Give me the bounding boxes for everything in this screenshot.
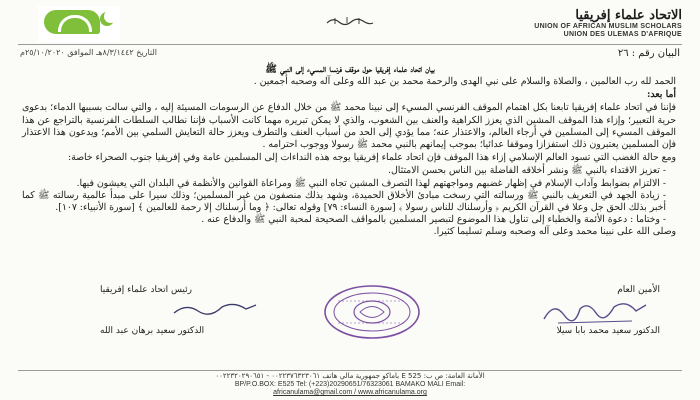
basmala-calligraphy-icon <box>325 14 375 28</box>
salutation: أما بعد: <box>646 89 676 101</box>
official-stamp-icon <box>322 283 422 341</box>
header-divider <box>18 44 682 45</box>
president-signature-icon <box>170 297 260 319</box>
footer-address-french: BP/P.O.BOX: E525 Tel: (+223)20290651/76323061 BAMAKO MALI Email: <box>234 380 466 388</box>
appeal-intro: ومع حالة الغضب التي تسود العالم الإسلامي إزاء هذا الموقف فإن اتحاد علماء إفريقيا يوجه هذه النداءات إلى المسلمين عامة وفي إفريقيا جنوب الصحراء خاصة: <box>67 152 676 164</box>
closing-line: وصلى الله على نبينا محمد وعلى آله وصحبه وسلم تسليما كثيرا. <box>433 226 676 238</box>
statement-date: التاريخ ٨/٣/١٤٤٢هـ الموافق ٢٥/١٠/٢٠٢٠م <box>20 48 157 57</box>
appeal-item: - زيادة الجهد في التعريف بالنبي ﷺ ورسالته التي رسخت مبادئ الأخلاق الحميدة، وشهد بذلك منصفون من غير المسلمين؛ وذلك سيرا على مبدأ عالمية رسالته ﷺ كما أخبر بذلك الحق جل وعلا في القرآن الكريم ﴿ وأرسلناك للناس رسولا ﴾ [سورة النساء: ٧٩] وقوله تعالى: ﴿ وما أرسلناك إلا رحمة للعالمين ﴾ [سورة الأنبياء: ١٠٧]. <box>22 190 666 214</box>
president-role: رئيس اتحاد علماء إفريقيا <box>100 285 192 295</box>
reference-row <box>20 48 680 62</box>
org-name-arabic: الاتحاد علماء إفريقيا <box>575 8 682 23</box>
appeal-item: - الالتزام بضوابط وآداب الإسلام في إظهار غضبهم ومواجهتهم لهذا التصرف المشين تجاه النبي ﷺ ومراعاة القوانين والأنظمة في البلدان التي يعيشون فيها. <box>22 178 666 190</box>
secretary-general-name: الدكتور سعيد محمد بابا سيلا <box>556 326 660 336</box>
organization-name <box>534 8 682 39</box>
logo-crescent-cut <box>104 10 117 23</box>
signature-block <box>0 283 700 369</box>
appeal-list <box>22 165 676 226</box>
statement-title: بيان اتحاد علماء إفريقيا حول موقف فرنسا المسيء إلى النبي ﷺ <box>265 64 435 75</box>
appeal-item: - تعزيز الاقتداء بالنبي ﷺ ونشر أخلاقه الفاضلة بين الناس بحسن الامتثال. <box>22 165 666 177</box>
secretary-general-role: الأمين العام <box>617 285 660 295</box>
footer-email-website-link[interactable]: africanulama@gmail.com / www.africanulama.org <box>273 389 427 396</box>
statement-number: البيان رقم : ٢٦ <box>617 48 680 59</box>
org-name-french: UNION DES ULEMAS D'AFRIQUE <box>563 31 682 38</box>
main-paragraph: فإننا في اتحاد علماء إفريقيا تابعنا بكل اهتمام الموقف الفرنسي المسيء إلى نبينا محمد ﷺ من خلال الدفاع عن الرسومات المسيئة إليه ، والتي سالت بسببها الدماء؛ بدعوى حرية التعبير؛ وإزاء هذا الموقف المشين الذي يعزز الكراهية والعنف بين الشعوب، والذي لا يمكن تبريره مهما كانت الأسباب فإننا نطالب السلطات الفرنسية بالتراجع عن هذا الموقف المسيء إلى المسلمين في أرجاء العالم، والاعتذار عنه؛ مما يؤدي إلى الحد من أسباب العنف والتطرف ويعزز حالة التعايش السلمي بين الأمم؛ ويدعون هذا الاعتذار فإن المسلمين يعتبرون ذلك استفزازا وموقفا عدائيا؛ بموجب إيمانهم بالنبي محمد ﷺ رسولا ووجوب احترامه . <box>22 102 676 151</box>
opening-praise: الحمد لله رب العالمين ، والصلاة والسلام على نبي الهدى والرحمة محمد بن عبد الله وعلى آله وصحبه أجمعين . <box>253 76 676 87</box>
statement-body <box>22 76 676 240</box>
footer-divider <box>18 370 682 371</box>
president-name: الدكتور سعيد برهان عبد الله <box>100 326 205 336</box>
footer <box>18 372 682 398</box>
letterhead <box>0 4 700 44</box>
appeal-item: - وختاما : دعوة الأئمة والخطباء إلى تناول هذا الموضوع لتبصير المسلمين بالمواقف الصحيحة لمحبة النبي ﷺ والدفاع عنه . <box>22 214 666 226</box>
org-name-english: UNION OF AFRICAN MUSLIM SCHOLARS <box>534 23 682 30</box>
secretary-signature-icon <box>540 297 650 327</box>
union-logo <box>38 6 120 42</box>
footer-address-arabic: الأمانة العامة: ص ب: E 525 باماكو جمهورية مالي هاتف ٠٠٢٢٣٧٦٣٢٣٠٦١ - ٠٠٢٢٣٢٠٢٩٠٦٥١ <box>215 372 485 380</box>
